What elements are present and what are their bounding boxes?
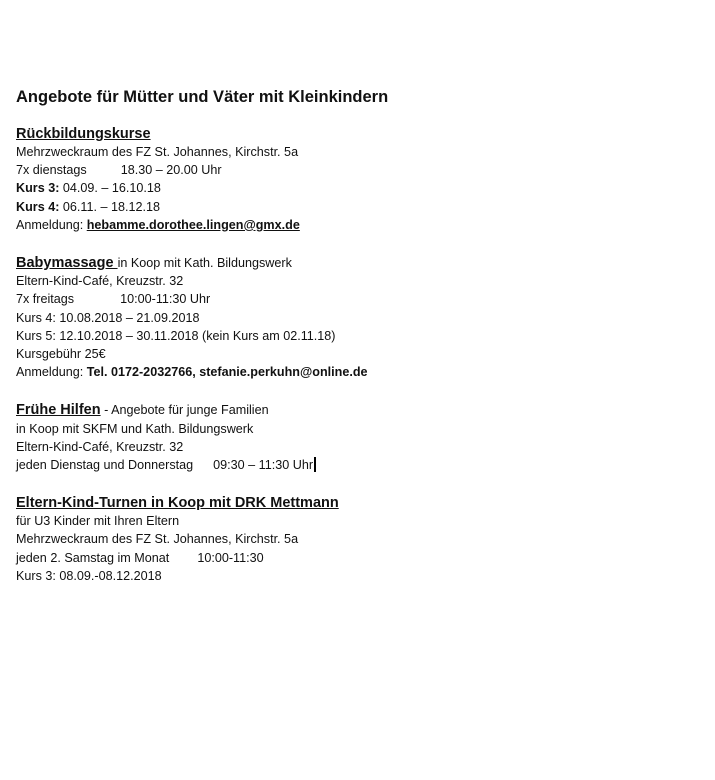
section-heading: Eltern-Kind-Turnen in Koop mit DRK Mettmann (16, 495, 339, 512)
schedule-time: 10:00-11:30 (197, 550, 264, 565)
location-line: Eltern-Kind-Café, Kreuzstr. 32 (16, 439, 184, 454)
registration-contact: Tel. 0172-2032766, stefanie.perkuhn@online.de (86, 365, 368, 380)
section-heading-suffix: in Koop mit Kath. Bildungswerk (117, 256, 292, 271)
section-heading-row (16, 401, 696, 419)
registration-label: Anmeldung: (16, 365, 87, 380)
schedule-line (16, 161, 696, 179)
location-line: Mehrzweckraum des FZ St. Johannes, Kirchstr. 5a (16, 145, 299, 159)
course-label: Kurs 3: (16, 181, 60, 196)
audience-line: für U3 Kinder mit Ihren Eltern (16, 514, 180, 529)
course-line: Kurs 3: 08.09.-08.12.2018 (16, 568, 162, 583)
registration-line (16, 216, 696, 234)
schedule-days: 7x dienstags (16, 163, 87, 178)
schedule-days: 7x freitags (16, 292, 75, 307)
course-line (16, 198, 696, 216)
schedule-line (16, 456, 696, 474)
course-line: Kurs 4: 10.08.2018 – 21.09.2018 (16, 310, 200, 325)
section-babymassage (16, 254, 696, 381)
partner-line: in Koop mit SKFM und Kath. Bildungswerk (16, 421, 254, 436)
section-eltern-kind-turnen (16, 494, 696, 585)
section-heading-row (16, 494, 696, 512)
section-heading-row (16, 254, 696, 272)
schedule-time: 10:00-11:30 Uhr (120, 292, 211, 307)
schedule-days: jeden 2. Samstag im Monat (16, 550, 170, 565)
schedule-line (16, 549, 696, 567)
section-heading: Rückbildungskurse (16, 126, 151, 142)
course-label: Kurs 4: (16, 199, 60, 214)
fee-line: Kursgebühr 25€ (16, 347, 106, 362)
section-heading-row (16, 125, 696, 143)
document-page (16, 86, 696, 605)
document-title: Angebote für Mütter und Väter mit Kleinkindern (16, 88, 389, 106)
section-heading: Frühe Hilfen (16, 402, 101, 419)
section-fruehe-hilfen (16, 401, 696, 474)
text-cursor (314, 457, 316, 472)
schedule-days: jeden Dienstag und Donnerstag (16, 458, 194, 473)
location-line: Mehrzweckraum des FZ St. Johannes, Kirchstr. 5a (16, 532, 299, 547)
section-rueckbildungskurse (16, 125, 696, 234)
registration-line (16, 363, 696, 381)
schedule-line (16, 290, 696, 308)
course-dates: 04.09. – 16.10.18 (59, 181, 161, 196)
schedule-time: 18.30 – 20.00 Uhr (120, 163, 222, 178)
registration-label: Anmeldung: (16, 217, 87, 232)
schedule-time: 09:30 – 11:30 Uhr (213, 458, 314, 473)
course-line (16, 179, 696, 197)
course-line: Kurs 5: 12.10.2018 – 30.11.2018 (kein Kurs am 02.11.18) (16, 328, 336, 343)
registration-email-link[interactable]: hebamme.dorothee.lingen@gmx.de (86, 217, 300, 232)
section-heading-suffix: - Angebote für junge Familien (100, 403, 269, 418)
location-line: Eltern-Kind-Café, Kreuzstr. 32 (16, 274, 184, 289)
section-heading: Babymassage (16, 255, 118, 272)
course-dates: 06.11. – 18.12.18 (59, 199, 160, 214)
